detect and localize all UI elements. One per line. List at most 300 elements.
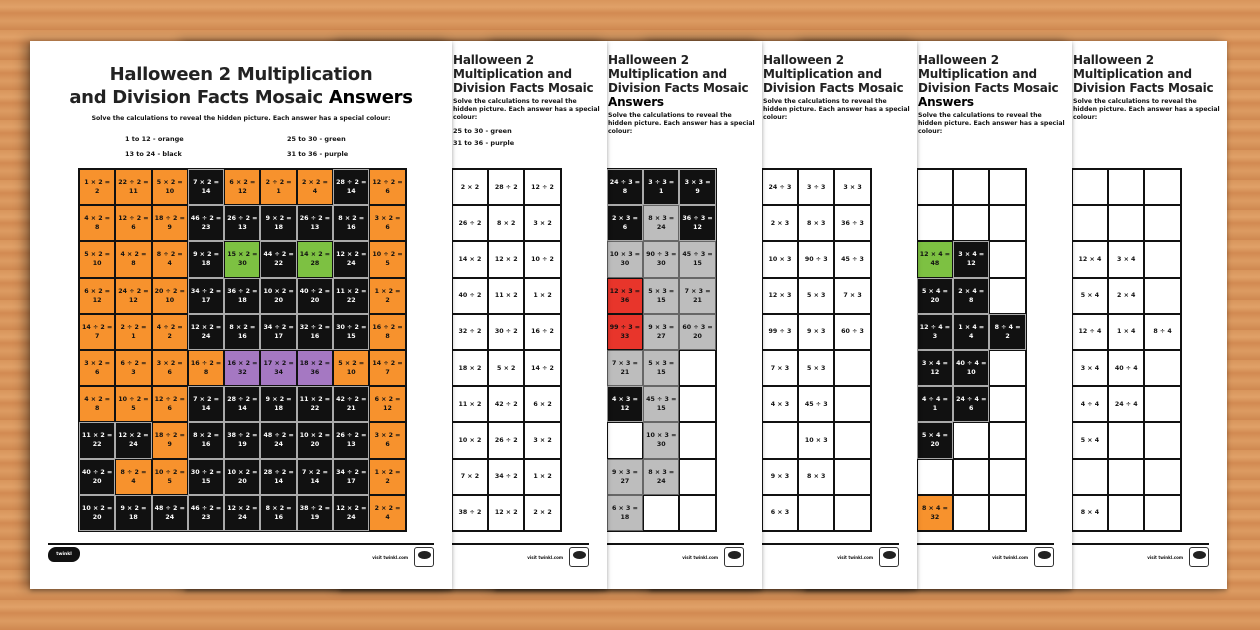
mosaic-cell: 26 ÷ 2 = 13	[333, 422, 369, 458]
mosaic-cell: 10 × 3 = 30	[607, 241, 643, 277]
mosaic-cell: 10 × 3 = 30	[643, 422, 679, 458]
mosaic-cell: 2 × 2	[452, 169, 488, 205]
key-item: 25 to 30 - green	[287, 135, 346, 143]
mosaic-cell: 14 ÷ 2	[524, 350, 560, 386]
mosaic-grid	[451, 168, 562, 532]
mosaic-cell: 48 ÷ 2 = 24	[260, 422, 296, 458]
mosaic-cell: 4 × 2 = 8	[79, 205, 115, 241]
mosaic-cell: 3 × 2 = 6	[79, 350, 115, 386]
mosaic-cell: 26 ÷ 2	[488, 422, 524, 458]
mosaic-cell: 12 × 2 = 24	[333, 495, 369, 531]
mosaic-cell: 1 × 2 = 2	[79, 169, 115, 205]
mosaic-cell: 12 × 2 = 24	[333, 241, 369, 277]
mosaic-cell: 11 × 2	[452, 386, 488, 422]
mosaic-cell: 6 × 2 = 12	[369, 386, 405, 422]
quality-badge-icon	[1189, 547, 1209, 567]
mosaic-cell: 30 ÷ 2 = 15	[188, 459, 224, 495]
mosaic-cell: 36 ÷ 3 = 12	[679, 205, 715, 241]
mosaic-cell	[953, 459, 989, 495]
twinkl-logo: twinkl	[48, 547, 80, 562]
mosaic-cell: 40 ÷ 2 = 20	[297, 278, 333, 314]
mosaic-cell	[679, 422, 715, 458]
mosaic-cell: 3 × 2 = 6	[152, 350, 188, 386]
title-line-1: Halloween 2 Multiplication	[918, 53, 1009, 81]
mosaic-cell: 38 ÷ 2 = 19	[224, 422, 260, 458]
mosaic-cell: 8 × 4 = 32	[917, 495, 953, 531]
mosaic-cell: 3 ÷ 3 = 1	[643, 169, 679, 205]
worksheet-header	[763, 53, 911, 122]
mosaic-cell: 20 ÷ 2 = 10	[152, 278, 188, 314]
mosaic-cell	[1144, 422, 1180, 458]
mosaic-cell	[679, 386, 715, 422]
mosaic-cell	[953, 422, 989, 458]
mosaic-cell: 8 × 2 = 16	[224, 314, 260, 350]
mosaic-cell: 8 × 3	[798, 205, 834, 241]
mosaic-cell	[917, 459, 953, 495]
mosaic-grid	[916, 168, 1027, 532]
mosaic-cell: 11 × 2	[488, 278, 524, 314]
mosaic-grid	[1071, 168, 1182, 532]
mosaic-cell: 12 × 2 = 24	[188, 314, 224, 350]
mosaic-cell: 12 × 2 = 24	[224, 495, 260, 531]
mosaic-cell	[834, 350, 870, 386]
mosaic-cell: 3 × 4	[1072, 350, 1108, 386]
mosaic-cell: 24 ÷ 3 = 8	[607, 169, 643, 205]
worksheet-title	[453, 53, 601, 95]
mosaic-cell	[989, 169, 1025, 205]
mosaic-cell: 2 × 4 = 8	[953, 278, 989, 314]
mosaic-cell: 10 × 2 = 20	[79, 495, 115, 531]
mosaic-cell: 28 ÷ 2 = 14	[224, 386, 260, 422]
colour-key	[453, 125, 601, 149]
mosaic-cell: 16 ÷ 2 = 8	[188, 350, 224, 386]
footer-website: visit twinkl.com	[1147, 555, 1183, 560]
mosaic-cell: 34 ÷ 2	[488, 459, 524, 495]
mosaic-cell: 5 × 4	[1072, 422, 1108, 458]
mosaic-cell: 8 × 3	[798, 459, 834, 495]
worksheet-title	[608, 53, 756, 109]
mosaic-cell: 40 ÷ 4	[1108, 350, 1144, 386]
mosaic-cell: 34 ÷ 2 = 17	[260, 314, 296, 350]
mosaic-cell: 8 × 2 = 16	[260, 495, 296, 531]
footer-website: visit twinkl.com	[837, 555, 873, 560]
mosaic-cell: 7 × 3 = 21	[679, 278, 715, 314]
mosaic-cell: 10 × 2 = 20	[224, 459, 260, 495]
mosaic-cell: 14 × 2	[452, 241, 488, 277]
title-line-2: and Division Facts Mosaic	[608, 67, 749, 95]
mosaic-cell: 12 ÷ 4 = 3	[917, 314, 953, 350]
mosaic-cell: 8 ÷ 4 = 2	[989, 314, 1025, 350]
worksheet-page	[30, 41, 452, 589]
mosaic-cell: 14 × 2 = 28	[297, 241, 333, 277]
mosaic-cell: 8 × 3 = 24	[643, 459, 679, 495]
mosaic-cell: 7 × 2 = 14	[297, 459, 333, 495]
mosaic-cell: 34 ÷ 2 = 17	[333, 459, 369, 495]
mosaic-cell	[643, 495, 679, 531]
mosaic-cell: 4 × 2 = 8	[115, 241, 151, 277]
mosaic-cell: 14 ÷ 2 = 7	[369, 350, 405, 386]
mosaic-cell: 5 × 2	[488, 350, 524, 386]
mosaic-cell: 15 × 2 = 30	[224, 241, 260, 277]
worksheet-header	[918, 53, 1066, 136]
mosaic-cell: 16 ÷ 2	[524, 314, 560, 350]
mosaic-cell: 42 ÷ 2 = 21	[333, 386, 369, 422]
mosaic-cell: 10 ÷ 2	[524, 241, 560, 277]
mosaic-cell: 12 ÷ 2	[524, 169, 560, 205]
title-line-2: and Division Facts Mosaic	[1073, 67, 1214, 95]
key-item: 13 to 24 - black	[125, 150, 182, 158]
worksheet-title	[30, 63, 452, 109]
mosaic-cell: 5 × 2 = 10	[152, 169, 188, 205]
mosaic-cell	[1108, 169, 1144, 205]
mosaic-cell: 90 ÷ 3	[798, 241, 834, 277]
mosaic-cell: 1 × 2 = 2	[369, 278, 405, 314]
mosaic-cell: 40 ÷ 2 = 20	[79, 459, 115, 495]
mosaic-cell: 99 ÷ 3 = 33	[607, 314, 643, 350]
mosaic-cell: 1 × 4 = 4	[953, 314, 989, 350]
title-line-2: and Division Facts Mosaic	[763, 67, 904, 95]
worksheet-header	[453, 53, 601, 149]
mosaic-cell	[679, 495, 715, 531]
mosaic-cell: 10 × 3	[762, 241, 798, 277]
mosaic-cell	[1108, 459, 1144, 495]
mosaic-cell: 7 × 2 = 14	[188, 169, 224, 205]
mosaic-cell: 4 ÷ 2 = 2	[152, 314, 188, 350]
mosaic-cell: 12 × 4	[1072, 241, 1108, 277]
mosaic-cell	[1108, 422, 1144, 458]
mosaic-cell: 9 × 3 = 27	[643, 314, 679, 350]
mosaic-cell: 16 ÷ 2 = 8	[369, 314, 405, 350]
mosaic-cell: 10 ÷ 2 = 5	[115, 386, 151, 422]
mosaic-cell: 11 × 2 = 22	[79, 422, 115, 458]
mosaic-cell	[953, 495, 989, 531]
mosaic-cell: 90 ÷ 3 = 30	[643, 241, 679, 277]
title-line-2: and Division Facts Mosaic	[69, 87, 329, 108]
footer-website: visit twinkl.com	[682, 555, 718, 560]
mosaic-cell: 18 × 2 = 36	[297, 350, 333, 386]
mosaic-cell: 2 × 4	[1108, 278, 1144, 314]
mosaic-cell: 60 ÷ 3 = 20	[679, 314, 715, 350]
mosaic-cell	[989, 386, 1025, 422]
key-item: 1 to 12 - orange	[125, 135, 184, 143]
mosaic-cell	[1144, 459, 1180, 495]
mosaic-cell: 45 ÷ 3 = 15	[679, 241, 715, 277]
mosaic-cell: 5 × 4	[1072, 278, 1108, 314]
mosaic-cell: 10 × 3	[798, 422, 834, 458]
mosaic-cell: 10 × 2	[452, 422, 488, 458]
quality-badge-icon	[1034, 547, 1054, 567]
colour-key	[125, 132, 184, 162]
mosaic-cell	[679, 459, 715, 495]
mosaic-cell: 5 × 3	[798, 278, 834, 314]
mosaic-cell: 17 × 2 = 34	[260, 350, 296, 386]
mosaic-cell: 11 × 2 = 22	[297, 386, 333, 422]
mosaic-cell: 9 × 2 = 18	[260, 386, 296, 422]
mosaic-cell: 8 × 3 = 24	[643, 205, 679, 241]
mosaic-cell: 10 ÷ 2 = 5	[369, 241, 405, 277]
mosaic-cell: 3 × 4 = 12	[953, 241, 989, 277]
worksheet-title	[918, 53, 1066, 109]
quality-badge-icon	[569, 547, 589, 567]
instructions: Solve the calculations to reveal the hidden picture. Each answer has a special colour:	[1073, 98, 1220, 121]
mosaic-cell: 8 × 2 = 16	[333, 205, 369, 241]
mosaic-cell	[989, 205, 1025, 241]
mosaic-cell: 30 ÷ 2	[488, 314, 524, 350]
mosaic-cell: 1 × 2 = 2	[369, 459, 405, 495]
mosaic-cell: 2 × 2	[524, 495, 560, 531]
instructions: Solve the calculations to reveal the hidden picture. Each answer has a special colour:	[608, 112, 755, 135]
mosaic-cell: 99 ÷ 3	[762, 314, 798, 350]
mosaic-cell: 3 × 2 = 6	[369, 422, 405, 458]
mosaic-cell: 22 ÷ 2 = 11	[115, 169, 151, 205]
mosaic-cell	[989, 495, 1025, 531]
mosaic-cell: 26 ÷ 2 = 13	[297, 205, 333, 241]
mosaic-cell: 2 × 3 = 6	[607, 205, 643, 241]
mosaic-cell: 7 × 3 = 21	[607, 350, 643, 386]
mosaic-cell: 24 ÷ 4 = 6	[953, 386, 989, 422]
mosaic-cell: 40 ÷ 4 = 10	[953, 350, 989, 386]
mosaic-grid	[78, 168, 407, 532]
mosaic-cell: 2 × 2 = 4	[297, 169, 333, 205]
quality-badge-icon	[879, 547, 899, 567]
mosaic-cell: 8 × 2	[488, 205, 524, 241]
mosaic-cell: 2 ÷ 2 = 1	[115, 314, 151, 350]
mosaic-cell: 18 ÷ 2 = 9	[152, 205, 188, 241]
mosaic-cell: 8 × 4	[1072, 495, 1108, 531]
mosaic-cell	[1072, 169, 1108, 205]
mosaic-cell: 38 ÷ 2 = 19	[297, 495, 333, 531]
mosaic-cell: 5 × 2 = 10	[79, 241, 115, 277]
mosaic-cell	[1144, 386, 1180, 422]
mosaic-cell: 7 × 3	[762, 350, 798, 386]
instructions: Solve the calculations to reveal the hidden picture. Each answer has a special colour:	[91, 115, 391, 122]
mosaic-cell: 5 × 2 = 10	[333, 350, 369, 386]
title-line-1: Halloween 2 Multiplication	[608, 53, 699, 81]
mosaic-cell	[1144, 278, 1180, 314]
mosaic-cell: 34 ÷ 2 = 17	[188, 278, 224, 314]
colour-key	[287, 132, 348, 162]
mosaic-cell	[953, 205, 989, 241]
mosaic-cell: 5 × 3 = 15	[643, 278, 679, 314]
mosaic-cell: 6 × 2	[524, 386, 560, 422]
mosaic-cell: 6 × 3 = 18	[607, 495, 643, 531]
mosaic-cell	[953, 169, 989, 205]
mosaic-cell: 28 ÷ 2 = 14	[333, 169, 369, 205]
key-item: 31 to 36 - purple	[453, 139, 515, 147]
footer-website: visit twinkl.com	[527, 555, 563, 560]
mosaic-cell: 16 × 2 = 32	[224, 350, 260, 386]
mosaic-cell: 45 ÷ 3	[798, 386, 834, 422]
mosaic-cell: 9 × 2 = 18	[115, 495, 151, 531]
mosaic-cell: 28 ÷ 2 = 14	[260, 459, 296, 495]
quality-badge-icon	[724, 547, 744, 567]
mosaic-cell: 12 ÷ 2 = 6	[369, 169, 405, 205]
key-item: 25 to 30 - green	[453, 127, 512, 135]
mosaic-cell	[1144, 495, 1180, 531]
mosaic-cell	[834, 386, 870, 422]
mosaic-cell: 14 ÷ 2 = 7	[79, 314, 115, 350]
mosaic-cell	[989, 422, 1025, 458]
mosaic-cell: 9 × 3	[762, 459, 798, 495]
mosaic-cell: 3 × 3 = 9	[679, 169, 715, 205]
mosaic-cell: 10 × 2 = 20	[260, 278, 296, 314]
mosaic-cell: 4 × 3	[762, 386, 798, 422]
mosaic-cell: 3 × 2	[524, 205, 560, 241]
mosaic-cell: 7 × 2 = 14	[188, 386, 224, 422]
instructions: Solve the calculations to reveal the hidden picture. Each answer has a special colour:	[763, 98, 910, 121]
mosaic-cell: 46 ÷ 2 = 23	[188, 205, 224, 241]
mosaic-cell: 45 ÷ 3	[834, 241, 870, 277]
mosaic-cell: 3 × 2	[524, 422, 560, 458]
mosaic-cell: 9 × 3	[798, 314, 834, 350]
title-answers: Answers	[328, 87, 413, 108]
mosaic-cell: 48 ÷ 2 = 24	[152, 495, 188, 531]
mosaic-cell: 28 ÷ 2	[488, 169, 524, 205]
mosaic-cell: 4 ÷ 4	[1072, 386, 1108, 422]
mosaic-cell	[1144, 169, 1180, 205]
mosaic-cell: 6 ÷ 2 = 3	[115, 350, 151, 386]
mosaic-cell: 6 × 3	[762, 495, 798, 531]
title-answers: Answers	[918, 95, 974, 109]
mosaic-cell: 18 ÷ 2 = 9	[152, 422, 188, 458]
mosaic-grid	[606, 168, 717, 532]
mosaic-cell: 2 × 2 = 4	[369, 495, 405, 531]
mosaic-cell: 3 × 4 = 12	[917, 350, 953, 386]
mosaic-cell: 8 ÷ 2 = 4	[152, 241, 188, 277]
mosaic-cell: 12 × 3 = 36	[607, 278, 643, 314]
worksheet-header	[1073, 53, 1221, 122]
mosaic-cell	[607, 422, 643, 458]
footer-website: visit twinkl.com	[372, 555, 408, 560]
mosaic-cell: 45 ÷ 3 = 15	[643, 386, 679, 422]
title-line-2: and Division Facts Mosaic	[453, 67, 594, 95]
worksheet-title	[763, 53, 911, 95]
title-line-1: Halloween 2 Multiplication	[453, 53, 544, 81]
mosaic-cell: 12 × 2	[488, 241, 524, 277]
mosaic-cell: 11 × 2 = 22	[333, 278, 369, 314]
mosaic-cell	[1144, 205, 1180, 241]
mosaic-cell: 1 × 2	[524, 278, 560, 314]
mosaic-cell	[1108, 495, 1144, 531]
title-line-1: Halloween 2 Multiplication	[109, 64, 373, 85]
mosaic-cell: 9 × 2 = 18	[188, 241, 224, 277]
mosaic-cell: 7 × 3	[834, 278, 870, 314]
footer-divider	[48, 543, 434, 545]
mosaic-cell	[834, 495, 870, 531]
mosaic-cell: 2 × 3	[762, 205, 798, 241]
mosaic-cell: 26 ÷ 2 = 13	[224, 205, 260, 241]
mosaic-cell: 32 ÷ 2 = 16	[297, 314, 333, 350]
worksheet-header	[608, 53, 756, 136]
instructions: Solve the calculations to reveal the hidden picture. Each answer has a special colour:	[453, 98, 600, 121]
mosaic-cell: 2 ÷ 2 = 1	[260, 169, 296, 205]
mosaic-cell: 12 ÷ 2 = 6	[152, 386, 188, 422]
mosaic-cell: 9 × 3 = 27	[607, 459, 643, 495]
mosaic-grid	[761, 168, 872, 532]
mosaic-cell: 5 × 4 = 20	[917, 278, 953, 314]
mosaic-cell	[989, 278, 1025, 314]
mosaic-cell: 12 ÷ 4	[1072, 314, 1108, 350]
mosaic-cell: 12 × 3	[762, 278, 798, 314]
title-answers: Answers	[608, 95, 664, 109]
mosaic-cell	[1144, 350, 1180, 386]
mosaic-cell	[679, 350, 715, 386]
mosaic-cell: 7 × 2	[452, 459, 488, 495]
mosaic-cell: 42 ÷ 2	[488, 386, 524, 422]
mosaic-cell: 18 × 2	[452, 350, 488, 386]
mosaic-cell: 44 ÷ 2 = 22	[260, 241, 296, 277]
mosaic-cell	[834, 422, 870, 458]
mosaic-cell	[917, 205, 953, 241]
mosaic-cell: 4 × 3 = 12	[607, 386, 643, 422]
mosaic-cell	[798, 495, 834, 531]
mosaic-cell: 32 ÷ 2	[452, 314, 488, 350]
mosaic-cell: 1 × 2	[524, 459, 560, 495]
mosaic-cell: 60 ÷ 3	[834, 314, 870, 350]
mosaic-cell: 10 ÷ 2 = 5	[152, 459, 188, 495]
mosaic-cell: 26 ÷ 2	[452, 205, 488, 241]
mosaic-cell	[1144, 241, 1180, 277]
mosaic-cell: 3 ÷ 3	[798, 169, 834, 205]
mosaic-cell: 3 × 4	[1108, 241, 1144, 277]
mosaic-cell: 12 × 4 = 48	[917, 241, 953, 277]
mosaic-cell: 24 ÷ 4	[1108, 386, 1144, 422]
mosaic-cell: 12 × 2 = 24	[115, 422, 151, 458]
mosaic-cell: 8 × 2 = 16	[188, 422, 224, 458]
mosaic-cell: 36 ÷ 3	[834, 205, 870, 241]
mosaic-cell: 3 × 2 = 6	[369, 205, 405, 241]
mosaic-cell: 30 ÷ 2 = 15	[333, 314, 369, 350]
title-line-1: Halloween 2 Multiplication	[763, 53, 854, 81]
mosaic-cell	[989, 459, 1025, 495]
mosaic-cell: 46 ÷ 2 = 23	[188, 495, 224, 531]
mosaic-cell: 5 × 3 = 15	[643, 350, 679, 386]
instructions: Solve the calculations to reveal the hidden picture. Each answer has a special colour:	[918, 112, 1065, 135]
mosaic-cell: 5 × 4 = 20	[917, 422, 953, 458]
mosaic-cell: 8 ÷ 2 = 4	[115, 459, 151, 495]
mosaic-cell: 4 ÷ 4 = 1	[917, 386, 953, 422]
mosaic-cell: 12 ÷ 2 = 6	[115, 205, 151, 241]
mosaic-cell: 6 × 2 = 12	[224, 169, 260, 205]
mosaic-cell: 4 × 2 = 8	[79, 386, 115, 422]
mosaic-cell: 6 × 2 = 12	[79, 278, 115, 314]
quality-badge-icon	[414, 547, 434, 567]
mosaic-cell	[1072, 205, 1108, 241]
mosaic-cell	[917, 169, 953, 205]
mosaic-cell: 3 × 3	[834, 169, 870, 205]
mosaic-cell	[834, 459, 870, 495]
mosaic-cell: 5 × 3	[798, 350, 834, 386]
mosaic-cell: 8 ÷ 4	[1144, 314, 1180, 350]
mosaic-cell	[1072, 459, 1108, 495]
key-item: 31 to 36 - purple	[287, 150, 349, 158]
mosaic-cell: 24 ÷ 2 = 12	[115, 278, 151, 314]
mosaic-cell: 10 × 2 = 20	[297, 422, 333, 458]
mosaic-cell: 12 × 2	[488, 495, 524, 531]
title-line-2: and Division Facts Mosaic	[918, 67, 1059, 95]
mosaic-cell: 24 ÷ 3	[762, 169, 798, 205]
mosaic-cell	[989, 350, 1025, 386]
footer-website: visit twinkl.com	[992, 555, 1028, 560]
mosaic-cell: 36 ÷ 2 = 18	[224, 278, 260, 314]
title-line-1: Halloween 2 Multiplication	[1073, 53, 1164, 81]
mosaic-cell: 40 ÷ 2	[452, 278, 488, 314]
mosaic-cell	[1108, 205, 1144, 241]
mosaic-cell	[762, 422, 798, 458]
worksheet-title	[1073, 53, 1221, 95]
mosaic-cell: 38 ÷ 2	[452, 495, 488, 531]
mosaic-cell: 9 × 2 = 18	[260, 205, 296, 241]
